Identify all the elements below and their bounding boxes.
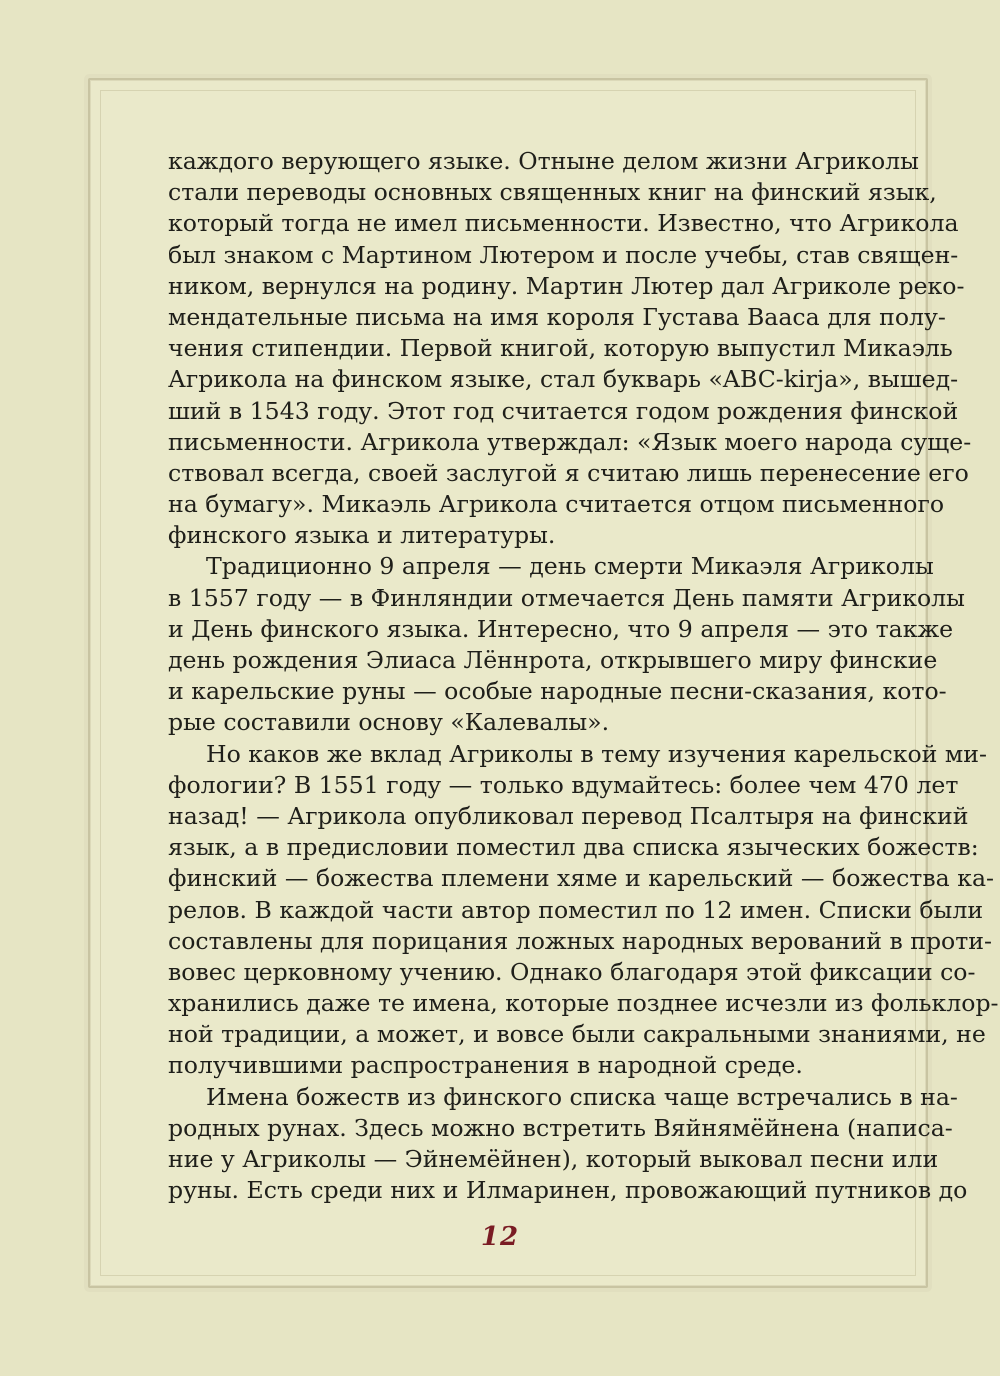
- text-line: который тогда не имел письменности. Известно, что Агрикола: [168, 209, 959, 238]
- paragraph: [168, 1082, 968, 1207]
- text-line: чения стипендии. Первой книгой, которую выпустил Микаэль: [168, 334, 953, 363]
- text-line: Агрикола на финском языке, стал букварь «ABC-kirja», вышед-: [168, 365, 959, 394]
- text-line: и карельские руны — особые народные песни-сказания, кото-: [168, 677, 947, 706]
- text-line: финский — божества племени хяме и карельский — божества ка-: [168, 864, 994, 893]
- text-line: Традиционно 9 апреля — день смерти Микаэля Агриколы: [206, 552, 934, 581]
- text-line: ной традиции, а может, и вовсе были сакральными знаниями, не: [168, 1020, 986, 1049]
- text-line: день рождения Элиаса Лённрота, открывшего миру финские: [168, 646, 938, 674]
- text-line: релов. В каждой части автор поместил по 12 имен. Списки были: [168, 895, 984, 924]
- paragraph: [168, 551, 965, 738]
- text-line: фологии? В 1551 году — только вдумайтесь: более чем 470 лет: [168, 770, 959, 799]
- body-text: [168, 146, 999, 1206]
- text-line: Имена божеств из финского списка чаще встречались в на-: [206, 1082, 958, 1111]
- text-line: финского языка и литературы.: [168, 521, 556, 550]
- text-line: составлены для порицания ложных народных верований в проти-: [168, 926, 993, 955]
- text-line: получившими распространения в народной среде.: [168, 1051, 803, 1080]
- text-line: язык, а в предисловии поместил два списка языческих божеств:: [168, 833, 979, 862]
- text-line: вовес церковному учению. Однако благодаря этой фиксации со-: [168, 957, 976, 986]
- text-line: стали переводы основных священных книг на финский язык,: [168, 178, 937, 207]
- text-line: мендательные письма на имя короля Густава Вааса для полу-: [168, 302, 946, 331]
- text-line: на бумагу». Микаэль Агрикола считается отцом письменного: [168, 490, 945, 519]
- text-line: и День финского языка. Интересно, что 9 апреля — это также: [168, 614, 954, 643]
- text-line: хранились даже те имена, которые позднее исчезли из фольклор-: [168, 989, 999, 1018]
- paragraph: [168, 739, 999, 1082]
- paragraph: [168, 146, 972, 551]
- text-line: руны. Есть среди них и Илмаринен, провожающий путников до: [168, 1176, 968, 1205]
- text-line: письменности. Агрикола утверждал: «Язык моего народа суще-: [168, 427, 972, 456]
- text-line: ший в 1543 году. Этот год считается годом рождения финской: [168, 396, 959, 425]
- text-line: рые составили основу «Калевалы».: [168, 708, 610, 737]
- text-line: в 1557 году — в Финляндии отмечается День памяти Агриколы: [168, 583, 965, 612]
- text-line: ние у Агриколы — Эйнемёйнен), который выковал песни или: [168, 1145, 939, 1173]
- text-line: родных рунах. Здесь можно встретить Вяйнямёйнена (написа-: [168, 1113, 953, 1142]
- page-number: 12: [480, 1222, 520, 1252]
- text-line: Но каков же вклад Агриколы в тему изучения карельской ми-: [206, 739, 987, 768]
- text-line: каждого верующего языке. Отныне делом жизни Агриколы: [168, 147, 919, 175]
- text-line: назад! — Агрикола опубликовал перевод Псалтыря на финский: [168, 801, 969, 830]
- text-line: ником, вернулся на родину. Мартин Лютер дал Агриколе реко-: [168, 271, 965, 300]
- text-line: ствовал всегда, своей заслугой я считаю лишь перенесение его: [168, 458, 969, 487]
- text-line: был знаком с Мартином Лютером и после учебы, став священ-: [168, 240, 959, 269]
